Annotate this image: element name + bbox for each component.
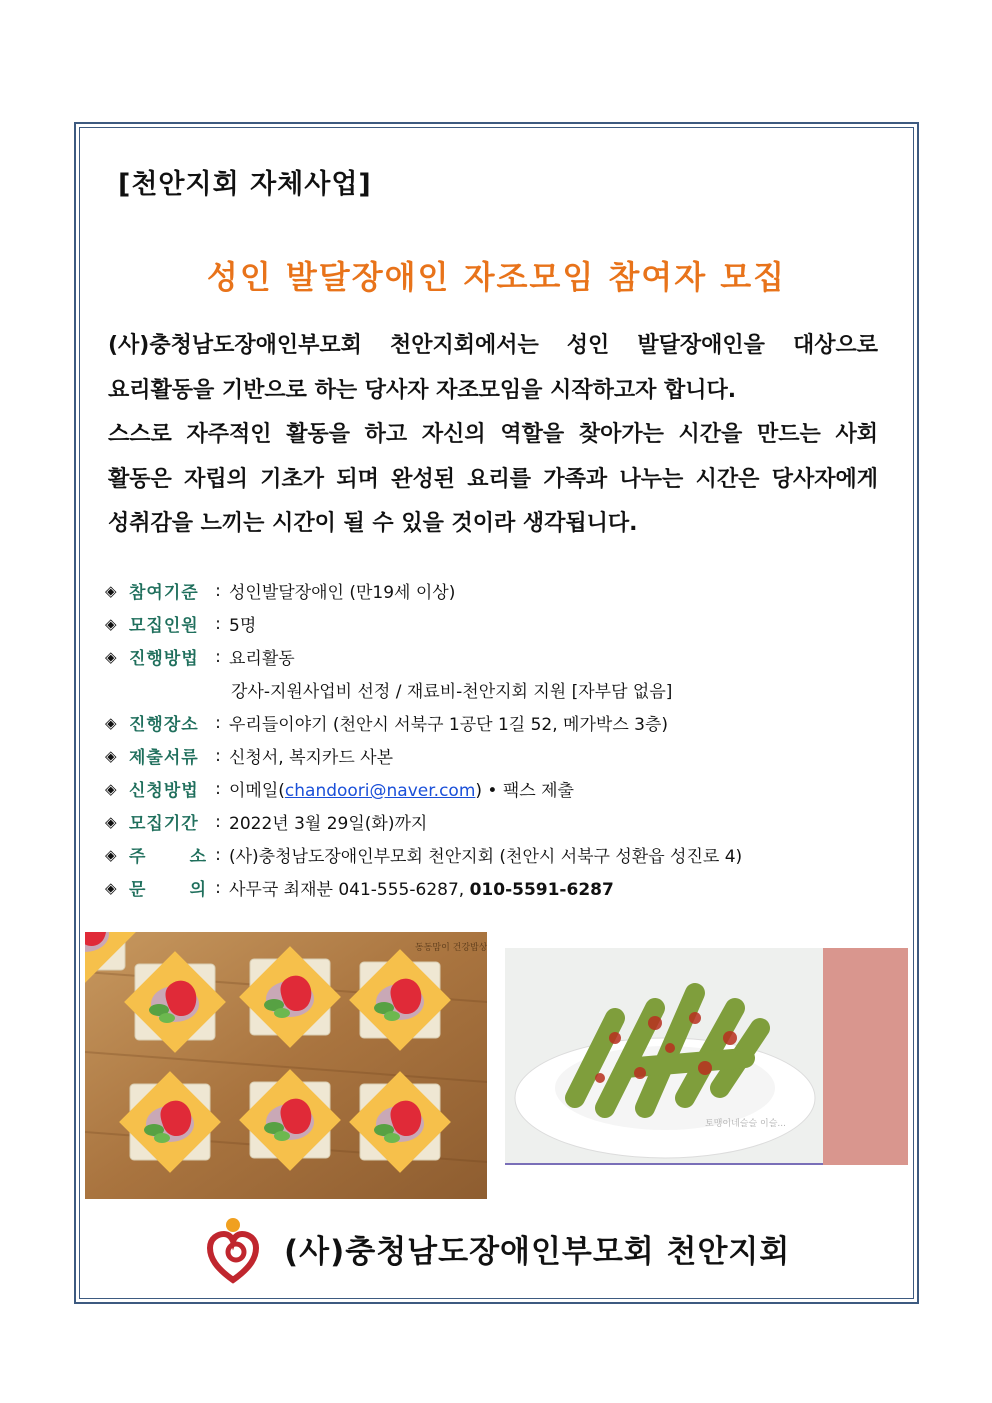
info-row-method bbox=[105, 640, 895, 673]
apply-suffix: ) • 팩스 제출 bbox=[475, 781, 574, 801]
diamond-bullet-icon: ◈ bbox=[105, 647, 117, 666]
intro-line: 활동은 자립의 기초가 되며 완성된 요리를 가족과 나누는 시간은 당사자에게 bbox=[108, 466, 878, 492]
info-label bbox=[129, 842, 207, 867]
info-label: 진행장소 bbox=[129, 715, 199, 735]
intro-line: 스스로 자주적인 활동을 하고 자신의 역할을 찾아가는 시간을 만드는 사회 bbox=[108, 422, 878, 447]
info-row-period bbox=[105, 805, 895, 838]
info-row-recruits bbox=[105, 607, 895, 640]
colon: : bbox=[215, 613, 221, 634]
info-value bbox=[229, 875, 614, 900]
diamond-bullet-icon: ◈ bbox=[105, 581, 117, 600]
intro-line: 성취감을 느끼는 시간이 될 수 있을 것이라 생각됩니다. bbox=[108, 511, 638, 536]
cracker-photo bbox=[85, 932, 487, 1199]
page-title: 성인 발달장애인 자조모임 참여자 모집 bbox=[206, 258, 787, 296]
decorative-pink-block bbox=[823, 948, 908, 1165]
info-label: 신청방법 bbox=[129, 781, 199, 801]
diamond-bullet-icon: ◈ bbox=[105, 845, 117, 864]
info-row-address bbox=[105, 838, 895, 871]
colon: : bbox=[215, 778, 221, 799]
diamond-bullet-icon: ◈ bbox=[105, 614, 117, 633]
heart-logo-icon bbox=[206, 1216, 260, 1284]
footer-organization: (사)충청남도장애인부모회 천안지회 bbox=[284, 1234, 791, 1270]
info-value bbox=[229, 776, 574, 801]
diamond-bullet-icon: ◈ bbox=[105, 878, 117, 897]
info-label: 참여기준 bbox=[129, 583, 199, 603]
info-label: 제출서류 bbox=[129, 748, 199, 768]
info-value: (사)충청남도장애인부모회 천안지회 (천안시 서북구 성환읍 성진로 4) bbox=[229, 847, 743, 867]
intro-paragraph bbox=[108, 324, 878, 547]
label-char: 의 bbox=[189, 880, 207, 900]
info-value: 강사-지원사업비 선정 / 재료비-천안지회 지원 [자부담 없음] bbox=[231, 682, 673, 702]
colon: : bbox=[215, 745, 221, 766]
section-tag: [천안지회 자체사업] bbox=[118, 169, 372, 200]
info-row-venue bbox=[105, 706, 895, 739]
info-list bbox=[105, 574, 895, 904]
info-value: 신청서, 복지카드 사본 bbox=[229, 748, 394, 768]
colon: : bbox=[215, 646, 221, 667]
info-row-method-detail bbox=[105, 673, 895, 706]
photo-watermark: 토맹이네슬슬 이슬... bbox=[705, 1119, 786, 1129]
info-value: 우리들이야기 (천안시 서북구 1공단 1길 52, 메가박스 3층) bbox=[229, 715, 669, 735]
label-char: 소 bbox=[189, 847, 207, 867]
info-row-apply bbox=[105, 772, 895, 805]
kimchi-photo-illustration bbox=[505, 948, 823, 1163]
diamond-bullet-icon: ◈ bbox=[105, 812, 117, 831]
info-row-criteria bbox=[105, 574, 895, 607]
label-char: 주 bbox=[129, 847, 147, 867]
photo-watermark: 동동맘이 건강밥상 bbox=[415, 943, 487, 953]
info-row-contact bbox=[105, 871, 895, 904]
info-label: 모집기간 bbox=[129, 814, 199, 834]
colon: : bbox=[215, 844, 221, 865]
label-char: 문 bbox=[129, 880, 147, 900]
info-value: 요리활동 bbox=[229, 649, 295, 669]
info-value: 성인발달장애인 (만19세 이상) bbox=[229, 583, 456, 603]
diamond-bullet-icon: ◈ bbox=[105, 713, 117, 732]
kimchi-photo bbox=[505, 948, 823, 1165]
info-label: 모집인원 bbox=[129, 616, 199, 636]
colon: : bbox=[215, 712, 221, 733]
apply-prefix: 이메일( bbox=[229, 781, 285, 801]
info-row-documents bbox=[105, 739, 895, 772]
colon: : bbox=[215, 811, 221, 832]
colon: : bbox=[215, 877, 221, 898]
diamond-bullet-icon: ◈ bbox=[105, 779, 117, 798]
info-value: 2022년 3월 29일(화)까지 bbox=[229, 814, 428, 834]
email-link[interactable]: chandoori@naver.com bbox=[284, 781, 476, 801]
intro-line: (사)충청남도장애인부모회 천안지회에서는 성인 발달장애인을 대상으로 bbox=[108, 333, 878, 358]
info-value: 5명 bbox=[229, 616, 257, 636]
colon: : bbox=[215, 580, 221, 601]
diamond-bullet-icon: ◈ bbox=[105, 746, 117, 765]
info-label bbox=[129, 875, 207, 900]
contact-mobile: 010-5591-6287 bbox=[469, 880, 614, 900]
cracker-photo-illustration bbox=[85, 932, 487, 1199]
contact-office: 사무국 최재분 041-555-6287, bbox=[229, 880, 470, 900]
intro-line: 요리활동을 기반으로 하는 당사자 자조모임을 시작하고자 합니다. bbox=[108, 377, 737, 403]
info-label: 진행방법 bbox=[129, 649, 199, 669]
